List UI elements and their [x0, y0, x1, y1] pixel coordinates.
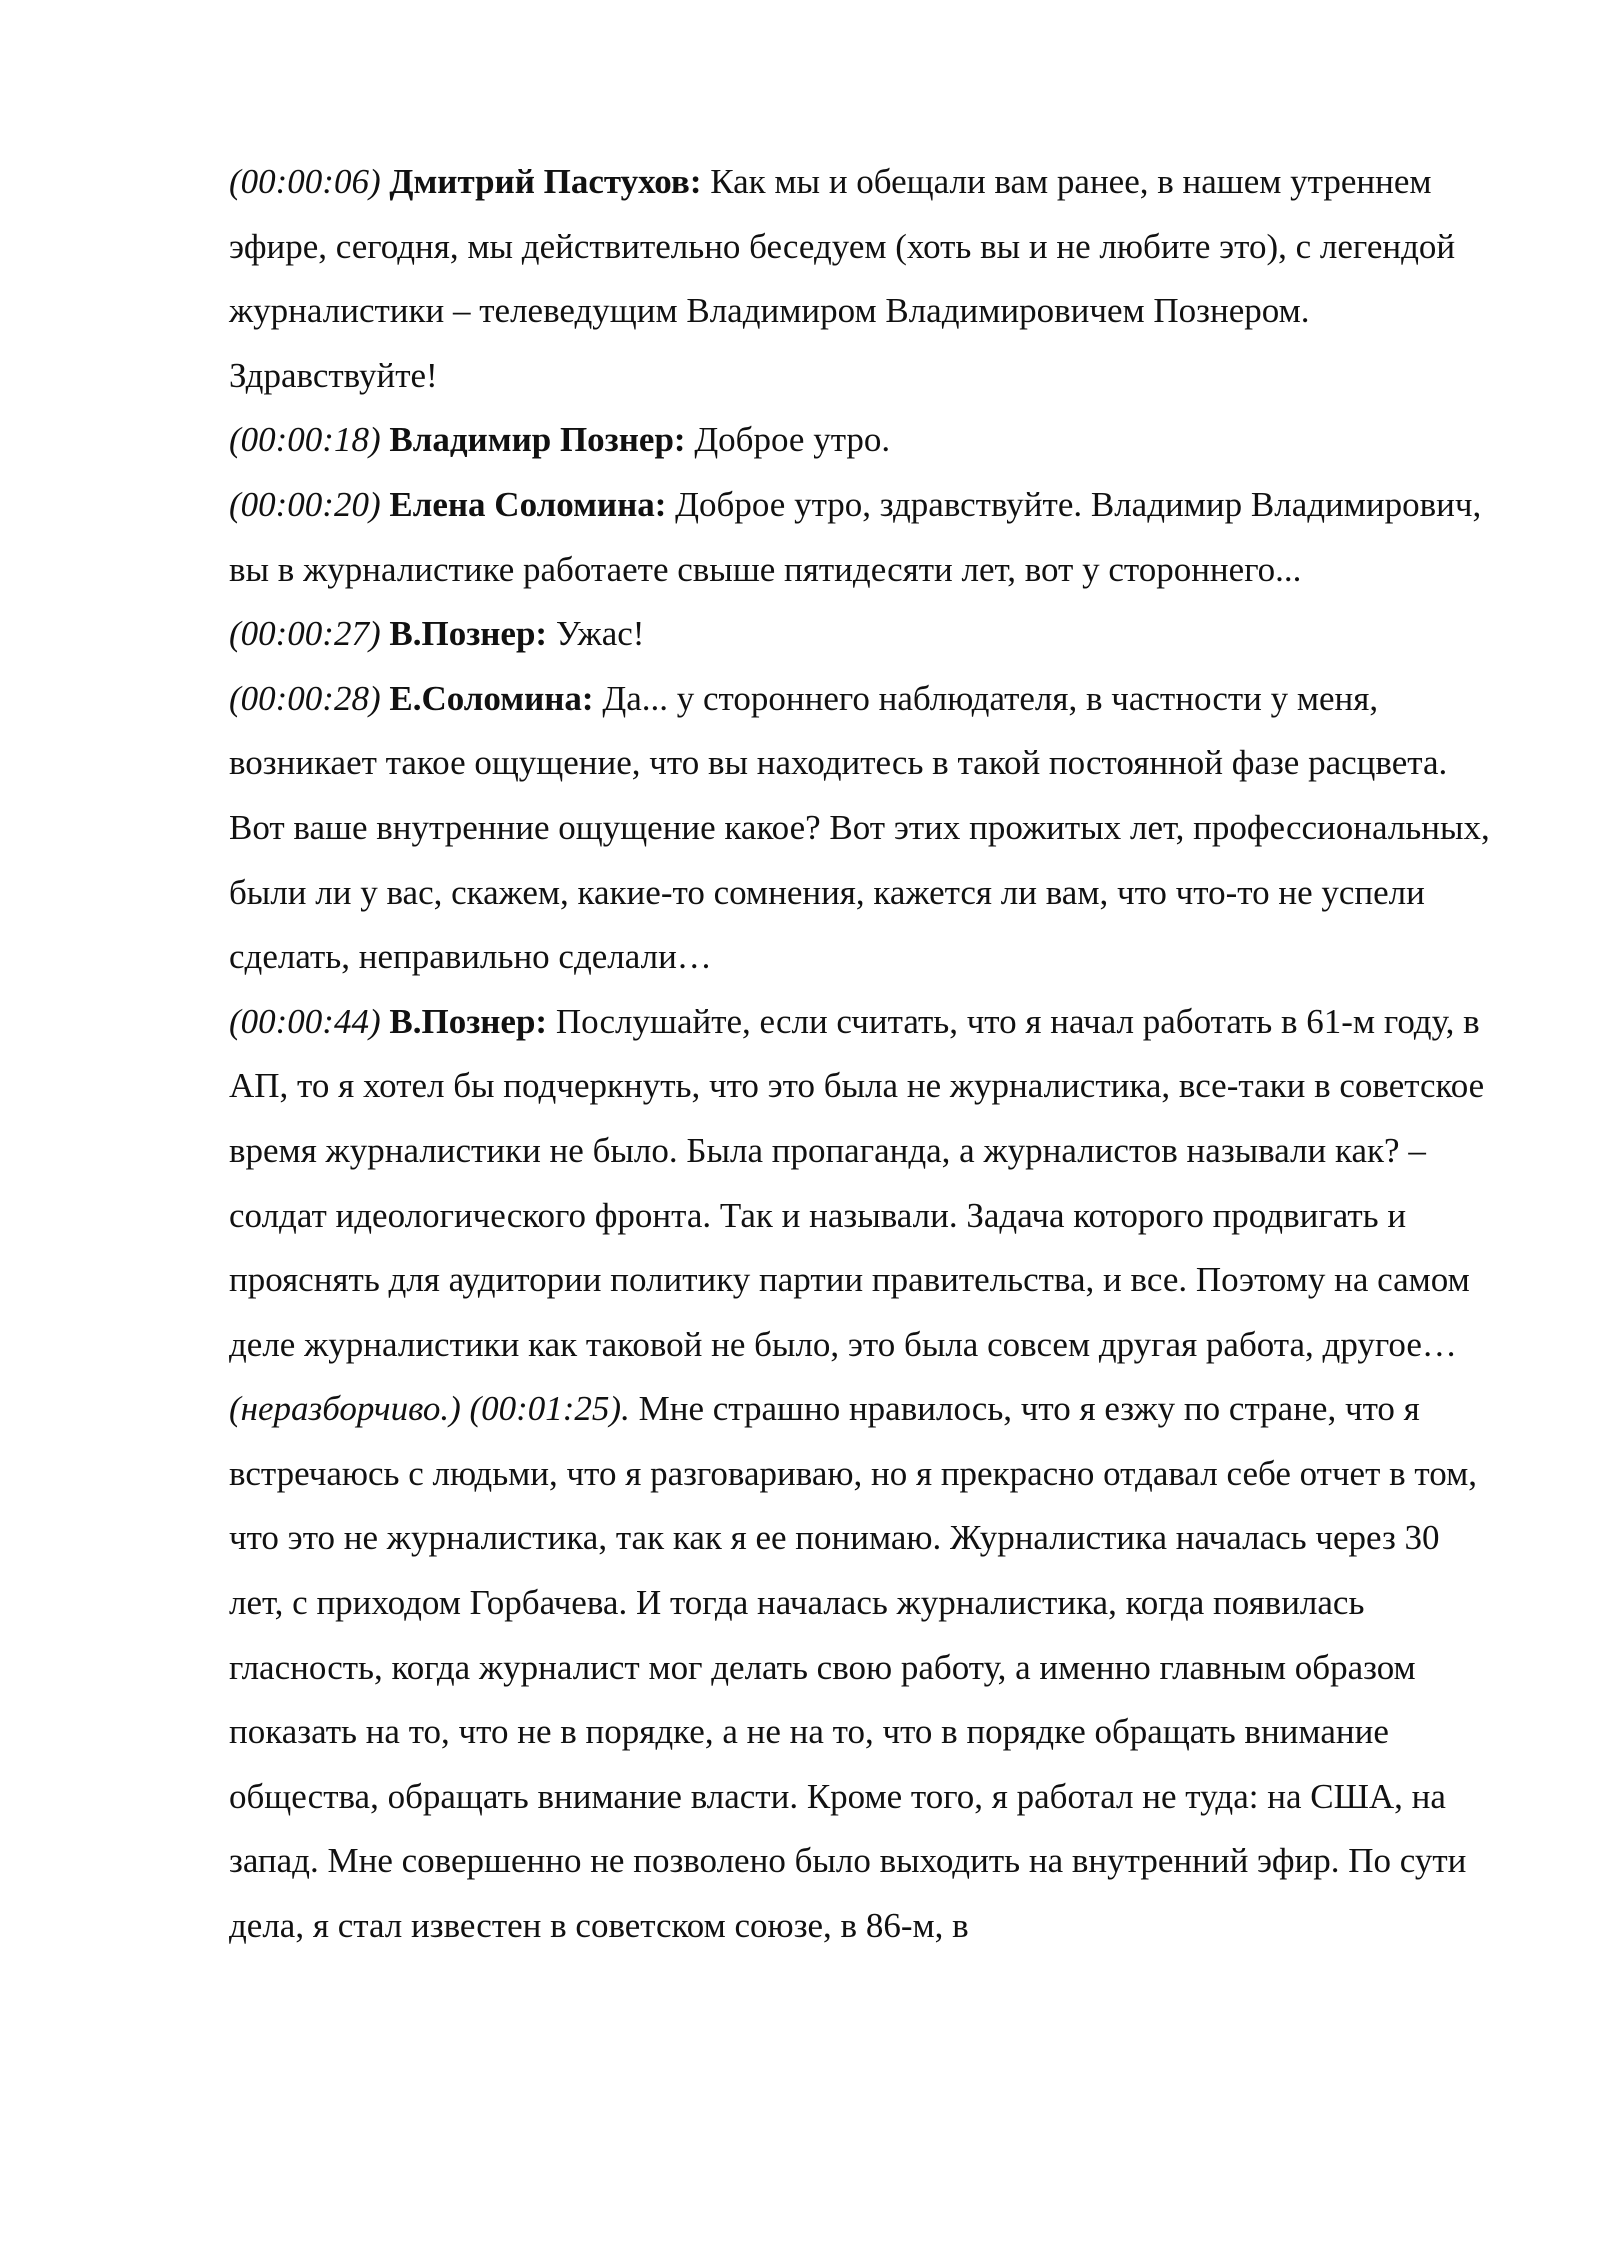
timestamp: (00:00:27)	[229, 614, 381, 654]
transcript-entry	[229, 602, 1491, 667]
utterance-text: Ужас!	[547, 614, 645, 654]
transcript-entry	[229, 667, 1491, 990]
utterance-text: Доброе утро.	[685, 420, 891, 460]
utterance-text: Да... у стороннего наблюдателя, в частности у меня, возникает такое ощущение, что вы находитесь в такой постоянной фазе расцвета. Вот ваше внутренние ощущение какое? Вот этих прожитых лет, профессиональных, были ли у вас, скажем, какие-то сомнения, кажется ли вам, что что-то не успели сделать, неправильно сделали…	[229, 678, 1490, 977]
speaker-name: Е.Соломина:	[389, 678, 594, 718]
timestamp: (00:00:28)	[229, 678, 381, 718]
transcript-entry	[229, 408, 1491, 473]
transcript-entry	[229, 990, 1491, 1959]
utterance-text-continued: Мне страшно нравилось, что я езжу по стране, что я встречаюсь с людьми, что я разговариваю, но я прекрасно отдавал себе отчет в том, что это не журналистика, так как я ее понимаю. Журналистика началась через 30 лет, с приходом Горбачева. И тогда началась журналистика, когда появилась гласность, когда журналист мог делать свою работу, а именно главным образом показать на то, что не в порядке, а не на то, что в порядке обращать внимание общества, обращать внимание власти. Кроме того, я работал не туда: на США, на запад. Мне совершенно не позволено было выходить на внутренний эфир. По сути дела, я стал известен в советском союзе, в 86-м, в	[229, 1389, 1477, 1946]
transcript-entry	[229, 150, 1491, 408]
speaker-name: В.Познер:	[389, 1001, 548, 1041]
timestamp: (00:00:18)	[229, 420, 381, 460]
utterance-text: Как мы и обещали вам ранее, в нашем утреннем эфире, сегодня, мы действительно беседуем (хоть вы и не любите это), с легендой журналистики – телеведущим Владимиром Владимировичем Познером. Здравствуйте!	[229, 162, 1456, 395]
timestamp: (00:00:44)	[229, 1001, 381, 1041]
speaker-name: В.Познер:	[389, 614, 548, 654]
utterance-text: Доброе утро, здравствуйте. Владимир Владимирович, вы в журналистике работаете свыше пятидесяти лет, вот у стороннего...	[229, 484, 1482, 589]
utterance-text: Послушайте, если считать, что я начал работать в 61-м году, в АП, то я хотел бы подчеркнуть, что это была не журналистика, все-таки в советское время журналистики не было. Была пропаганда, а журналистов называли как? – солдат идеологического фронта. Так и называли. Задача которого продвигать и прояснять для аудитории политику партии правительства, и все. Поэтому на самом деле журналистики как таковой не было, это была совсем другая работа, другое…	[229, 1001, 1485, 1364]
timestamp: (00:00:06)	[229, 162, 381, 201]
transcript-entry	[229, 473, 1491, 602]
speaker-name: Владимир Познер:	[389, 420, 686, 460]
transcript-body	[229, 150, 1491, 1959]
inaudible-note: (неразборчиво.) (00:01:25).	[229, 1389, 630, 1429]
speaker-name: Елена Соломина:	[389, 484, 667, 524]
speaker-name: Дмитрий Пастухов:	[389, 162, 702, 201]
timestamp: (00:00:20)	[229, 484, 381, 524]
